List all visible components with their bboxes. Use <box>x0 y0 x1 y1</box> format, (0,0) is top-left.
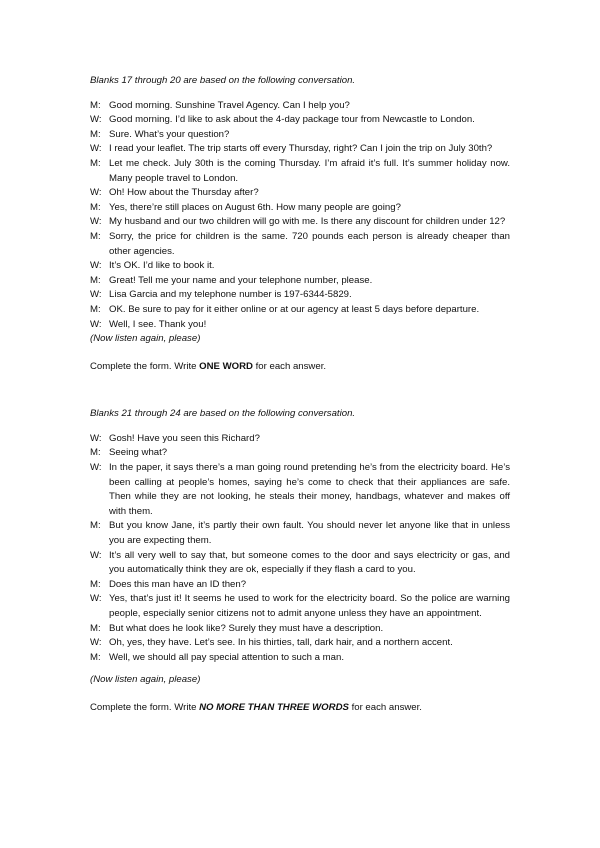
section-1-instruction <box>90 360 510 375</box>
instruction-text: Complete the form. Write <box>90 360 200 372</box>
line-text: I read your leaflet. The trip starts off every Thursday, right? Can I join the trip on July 30th? <box>109 143 493 155</box>
speaker-label: W: <box>90 318 102 330</box>
dialogue-line <box>90 186 510 201</box>
speaker-label: W: <box>90 549 102 561</box>
speaker-label: W: <box>90 260 102 272</box>
dialogue-line <box>90 215 510 230</box>
dialogue-line <box>90 274 510 289</box>
line-text: Well, we should all pay special attention to such a man. <box>109 651 344 663</box>
listen-again-note: (Now listen again, please) <box>90 674 201 686</box>
line-text: Oh, yes, they have. Let’s see. In his thirties, tall, dark hair, and a northern accent. <box>109 637 453 649</box>
dialogue-line <box>90 288 510 303</box>
dialogue-line <box>90 201 510 216</box>
line-text: Does this man have an ID then? <box>109 578 247 590</box>
dialogue-line <box>90 636 510 651</box>
dialogue-line <box>90 318 510 333</box>
line-text: But you know Jane, it’s partly their own fault. You should never let anyone like that in unless you are expecting them. <box>109 520 510 547</box>
speaker-label: W: <box>90 432 102 444</box>
line-text: Sorry, the price for children is the same. 720 pounds each person is already cheaper than other agencies. <box>109 230 510 257</box>
speaker-label: M: <box>90 447 101 459</box>
section-2-instruction <box>90 701 510 716</box>
line-text: It’s OK. I’d like to book it. <box>109 260 215 272</box>
line-text: It’s all very well to say that, but someone comes to the door and says electricity or gas, and you automatically think they are ok, especially if they flash a card to you. <box>109 549 510 576</box>
line-text: But what does he look like? Surely they must have a description. <box>109 622 384 634</box>
dialogue-line <box>90 303 510 318</box>
dialogue-line <box>90 461 510 519</box>
line-text: Good morning. Sunshine Travel Agency. Can I help you? <box>109 99 350 111</box>
section-1-heading: Blanks 17 through 20 are based on the following conversation. <box>90 75 356 86</box>
document-content <box>90 74 510 716</box>
speaker-label: M: <box>90 622 101 634</box>
speaker-label: M: <box>90 651 101 663</box>
line-text: My husband and our two children will go with me. Is there any discount for children under 12? <box>109 216 506 228</box>
line-text: Sure. What’s your question? <box>109 128 230 140</box>
speaker-label: M: <box>90 201 101 213</box>
dialogue-line <box>90 592 510 621</box>
section-2 <box>90 407 510 715</box>
section-2-heading: Blanks 21 through 24 are based on the following conversation. <box>90 408 356 420</box>
speaker-label: W: <box>90 593 102 605</box>
line-text: Well, I see. Thank you! <box>109 318 207 330</box>
line-text: Lisa Garcia and my telephone number is 197-6344-5829. <box>109 289 352 301</box>
line-text: Oh! How about the Thursday after? <box>109 187 259 199</box>
instruction-text: for each answer. <box>348 701 422 713</box>
speaker-label: W: <box>90 114 102 126</box>
dialogue-2 <box>90 432 510 666</box>
speaker-label: M: <box>90 128 101 140</box>
instruction-text: for each answer. <box>252 360 327 372</box>
dialogue-line <box>90 446 510 461</box>
speaker-label: M: <box>90 274 101 286</box>
dialogue-line <box>90 142 510 157</box>
dialogue-line <box>90 99 510 114</box>
line-text: In the paper, it says there’s a man going round pretending he’s from the electricity board. He’s been calling at people’s homes, saying he’s come to check that their appliances are safe. Then while they are not looking, he steals their money, handbags, whatever and makes off with them. <box>109 462 510 517</box>
dialogue-line <box>90 230 510 259</box>
line-text: Great! Tell me your name and your telephone number, please. <box>109 274 373 286</box>
instruction-emphasis: ONE WORD <box>199 360 253 372</box>
line-text: Yes, there’re still places on August 6th. How many people are going? <box>109 201 401 213</box>
dialogue-line <box>90 128 510 143</box>
dialogue-line <box>90 549 510 578</box>
instruction-emphasis: NO MORE THAN THREE WORDS <box>199 701 349 713</box>
dialogue-line <box>90 157 510 186</box>
speaker-label: M: <box>90 157 101 169</box>
speaker-label: W: <box>90 462 102 474</box>
speaker-label: W: <box>90 289 102 301</box>
dialogue-1 <box>90 99 510 333</box>
dialogue-line <box>90 651 510 666</box>
spacer <box>90 665 510 673</box>
speaker-label: W: <box>90 216 102 228</box>
dialogue-line <box>90 519 510 548</box>
dialogue-line <box>90 622 510 637</box>
line-text: Let me check. July 30th is the coming Thursday. I’m afraid it’s full. It’s summer holiday now. Many people travel to London. <box>109 157 510 184</box>
line-text: Yes, that’s just it! It seems he used to work for the electricity board. So the police are warning people, especially senior citizens not to admit anyone unless they have an appointment. <box>109 593 510 619</box>
speaker-label: M: <box>90 99 101 111</box>
speaker-label: M: <box>90 520 101 532</box>
dialogue-line <box>90 578 510 593</box>
line-text: OK. Be sure to pay for it either online or at our agency at least 5 days before departure. <box>109 303 480 315</box>
line-text: Seeing what? <box>109 447 168 459</box>
speaker-label: W: <box>90 143 102 155</box>
line-text: Good morning. I’d like to ask about the 4-day package tour from Newcastle to London. <box>109 114 475 126</box>
dialogue-line <box>90 432 510 447</box>
section-1 <box>90 74 510 374</box>
speaker-label: M: <box>90 578 101 590</box>
line-text: Gosh! Have you seen this Richard? <box>109 432 260 444</box>
dialogue-line <box>90 113 510 128</box>
instruction-text: Complete the form. Write <box>90 701 200 713</box>
speaker-label: M: <box>90 303 101 315</box>
speaker-label: W: <box>90 187 102 199</box>
listen-again-note: (Now listen again, please) <box>90 333 201 345</box>
dialogue-line <box>90 259 510 274</box>
speaker-label: M: <box>90 230 101 242</box>
speaker-label: W: <box>90 637 102 649</box>
